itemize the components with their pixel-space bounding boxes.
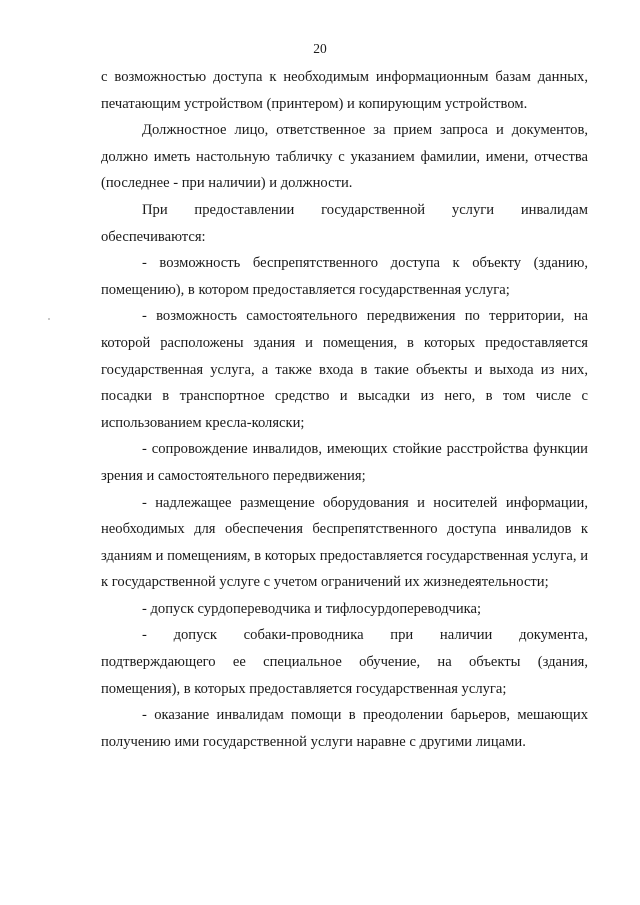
list-item: - допуск сурдопереводчика и тифлосурдопереводчика;: [142, 600, 482, 617]
paragraph-official-nameplate: Должностное лицо, ответственное за прием запроса и документов, должно иметь настольную табличку с указанием фамилии, имени, отчества (последнее - при наличии) и должности.: [101, 122, 588, 192]
list-item: - допуск собаки-проводника при наличии документа, подтверждающего ее специальное обучение, на объекты (здания, помещения), в которых предоставляется государственная услуга;: [101, 627, 588, 697]
list-item: - сопровождение инвалидов, имеющих стойкие расстройства функции зрения и самостоятельного передвижения;: [101, 441, 588, 484]
page-number: 20: [313, 41, 327, 56]
document-body: [101, 64, 588, 755]
list-item: - оказание инвалидам помощи в преодолении барьеров, мешающих получению ими государственной услуги наравне с другими лицами.: [101, 707, 588, 750]
list-item: - надлежащее размещение оборудования и носителей информации, необходимых для обеспечения беспрепятственного доступа инвалидов к зданиям и помещениям, в которых предоставляется государственная услуга, и к государственной услуге с учетом ограничений их жизнедеятельности;: [101, 494, 588, 591]
list-item: - возможность беспрепятственного доступа к объекту (зданию, помещению), в котором предоставляется государственная услуга;: [101, 255, 588, 298]
scan-artifact-dot: [48, 318, 50, 320]
paragraph-continuation: с возможностью доступа к необходимым информационным базам данных, печатающим устройством (принтером) и копирующим устройством.: [101, 69, 588, 112]
paragraph-intro-provisions: При предоставлении государственной услуги инвалидам обеспечиваются:: [101, 201, 588, 245]
list-item: - возможность самостоятельного передвижения по территории, на которой расположены здания и помещения, в которых предоставляется государственная услуга, а также входа в такие объекты и выхода из них, посадки в транспортное средство и высадки из него, в том числе с использованием кресла-коляски;: [101, 308, 588, 431]
